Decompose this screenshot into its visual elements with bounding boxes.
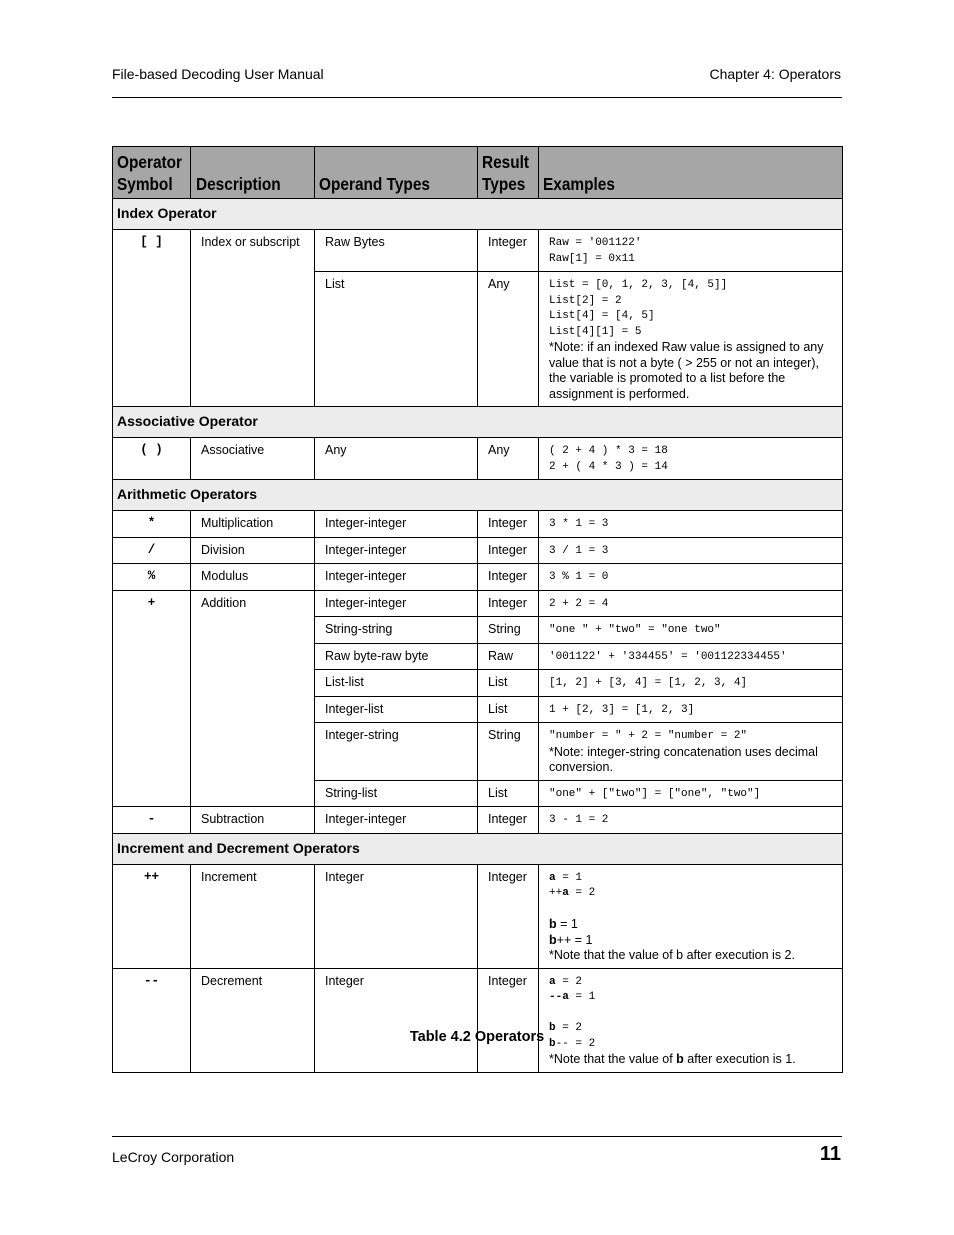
operator-description: Increment	[191, 864, 315, 968]
operator-description: Index or subscript	[191, 230, 315, 407]
example-cell	[539, 780, 843, 807]
example-code: List[4] = [4, 5]	[549, 310, 655, 322]
operator-symbol: ( )	[113, 438, 191, 480]
result-type: Integer	[478, 807, 539, 834]
example-code: a = 1	[549, 871, 583, 884]
operator-description: Associative	[191, 438, 315, 480]
operator-symbol: --	[113, 968, 191, 1072]
operand-type: Integer-integer	[315, 511, 478, 538]
col-header-result-types: Result Types	[478, 147, 539, 199]
example-code: 3 * 1 = 3	[549, 518, 609, 530]
example-code: --a = 1	[549, 991, 596, 1003]
result-type: Integer	[478, 968, 539, 1072]
example-cell	[539, 696, 843, 723]
operator-symbol: -	[113, 807, 191, 834]
table-header-row	[113, 147, 843, 199]
example-code: 2 + ( 4 * 3 ) = 14	[549, 460, 668, 473]
running-header-chapter: Chapter 4: Operators	[709, 66, 841, 82]
operator-symbol: [ ]	[113, 230, 191, 407]
table-row	[113, 537, 843, 564]
section-row-index	[113, 199, 843, 230]
table-row	[113, 438, 843, 480]
example-code: List = [0, 1, 2, 3, [4, 5]]	[549, 279, 728, 291]
example-note: *Note: if an indexed Raw value is assigned to any value that is not a byte ( > 255 or not an integer), the variable is promoted to a list before the assignment is performed.	[549, 340, 824, 401]
section-row-arithmetic	[113, 480, 843, 511]
header-divider	[112, 97, 842, 98]
example-code: 3 / 1 = 3	[549, 544, 609, 557]
section-title: Associative Operator	[113, 407, 843, 438]
col-header-examples: Examples	[539, 147, 843, 199]
operand-type: String-list	[315, 780, 478, 807]
example-cell	[539, 670, 843, 697]
example-code: "one" + ["two"] = ["one", "two"]	[549, 787, 761, 800]
result-type: List	[478, 696, 539, 723]
result-type: Integer	[478, 864, 539, 968]
result-type: Integer	[478, 564, 539, 591]
result-type: Raw	[478, 643, 539, 670]
col-header-description: Description	[191, 147, 315, 199]
section-title: Increment and Decrement Operators	[113, 833, 843, 864]
table-caption: Table 4.2 Operators	[409, 1029, 545, 1045]
operand-type: Integer-integer	[315, 590, 478, 617]
operand-type: Integer-string	[315, 723, 478, 781]
operator-symbol: +	[113, 590, 191, 807]
operand-type: Integer-integer	[315, 807, 478, 834]
table-row	[113, 230, 843, 272]
example-code: 3 - 1 = 2	[549, 814, 609, 826]
operator-symbol: *	[113, 511, 191, 538]
example-line: b = 1	[549, 917, 578, 931]
section-row-associative	[113, 407, 843, 438]
example-code: ( 2 + 4 ) * 3 = 18	[549, 445, 668, 457]
table-row	[113, 968, 843, 1072]
operator-description: Multiplication	[191, 511, 315, 538]
example-code: a = 2	[549, 975, 583, 988]
table-row	[113, 864, 843, 968]
result-type: Any	[478, 272, 539, 407]
example-code: List[2] = 2	[549, 294, 622, 307]
operator-symbol: /	[113, 537, 191, 564]
example-cell	[539, 643, 843, 670]
result-type: String	[478, 617, 539, 644]
operand-type: Integer-list	[315, 696, 478, 723]
table-row	[113, 511, 843, 538]
example-cell	[539, 438, 843, 480]
page-number: 11	[819, 1143, 841, 1165]
result-type: Integer	[478, 537, 539, 564]
section-title: Index Operator	[113, 199, 843, 230]
table-row	[113, 807, 843, 834]
operator-description: Modulus	[191, 564, 315, 591]
footer-company: LeCroy Corporation	[112, 1149, 235, 1165]
operand-type: List	[315, 272, 478, 407]
result-type: Any	[478, 438, 539, 480]
operator-description: Decrement	[191, 968, 315, 1072]
example-code: Raw[1] = 0x11	[549, 252, 635, 265]
result-type: List	[478, 780, 539, 807]
example-code: Raw = '001122'	[549, 237, 642, 249]
example-cell	[539, 617, 843, 644]
example-code: b-- = 2	[549, 1037, 596, 1050]
result-type: Integer	[478, 590, 539, 617]
example-cell	[539, 807, 843, 834]
example-code: 3 % 1 = 0	[549, 571, 609, 583]
running-header-title: File-based Decoding User Manual	[112, 66, 324, 82]
example-cell	[539, 968, 843, 1072]
result-type: String	[478, 723, 539, 781]
example-cell	[539, 723, 843, 781]
col-header-operator-symbol: Operator Symbol	[113, 147, 191, 199]
example-cell	[539, 511, 843, 538]
footer-divider	[112, 1136, 842, 1137]
example-code: [1, 2] + [3, 4] = [1, 2, 3, 4]	[549, 677, 748, 689]
example-cell	[539, 564, 843, 591]
result-type: List	[478, 670, 539, 697]
example-code: 1 + [2, 3] = [1, 2, 3]	[549, 703, 695, 716]
example-code: ++a = 2	[549, 887, 596, 899]
operator-description: Addition	[191, 590, 315, 807]
example-code: List[4][1] = 5	[549, 325, 642, 338]
table-row	[113, 564, 843, 591]
example-code: 2 + 2 = 4	[549, 597, 609, 610]
result-type: Integer	[478, 230, 539, 272]
operand-type: List-list	[315, 670, 478, 697]
example-line: b++ = 1	[549, 932, 593, 947]
operand-type: Integer	[315, 864, 478, 968]
example-code: '001122' + '334455' = '001122334455'	[549, 650, 787, 663]
example-cell	[539, 864, 843, 968]
operand-type: Raw Bytes	[315, 230, 478, 272]
example-note: *Note: integer-string concatenation uses decimal conversion.	[549, 744, 818, 774]
table-row	[113, 590, 843, 617]
example-cell	[539, 272, 843, 407]
section-row-incdec	[113, 833, 843, 864]
operator-symbol: %	[113, 564, 191, 591]
col-header-operand-types: Operand Types	[315, 147, 478, 199]
example-code: b = 2	[549, 1022, 583, 1034]
section-title: Arithmetic Operators	[113, 480, 843, 511]
operand-type: Integer-integer	[315, 564, 478, 591]
operators-table	[112, 146, 843, 1073]
operand-type: Integer	[315, 968, 478, 1072]
example-note: *Note that the value of b after execution is 2.	[549, 948, 795, 962]
operand-type: Integer-integer	[315, 537, 478, 564]
example-cell	[539, 537, 843, 564]
example-code: "one " + "two" = "one two"	[549, 624, 721, 636]
operand-type: Raw byte-raw byte	[315, 643, 478, 670]
operator-description: Division	[191, 537, 315, 564]
example-cell	[539, 590, 843, 617]
operator-symbol: ++	[113, 864, 191, 968]
example-code: "number = " + 2 = "number = 2"	[549, 730, 748, 742]
operand-type: String-string	[315, 617, 478, 644]
example-note: *Note that the value of b after execution is 1.	[549, 1052, 796, 1066]
operator-description: Subtraction	[191, 807, 315, 834]
result-type: Integer	[478, 511, 539, 538]
example-cell	[539, 230, 843, 272]
operand-type: Any	[315, 438, 478, 480]
